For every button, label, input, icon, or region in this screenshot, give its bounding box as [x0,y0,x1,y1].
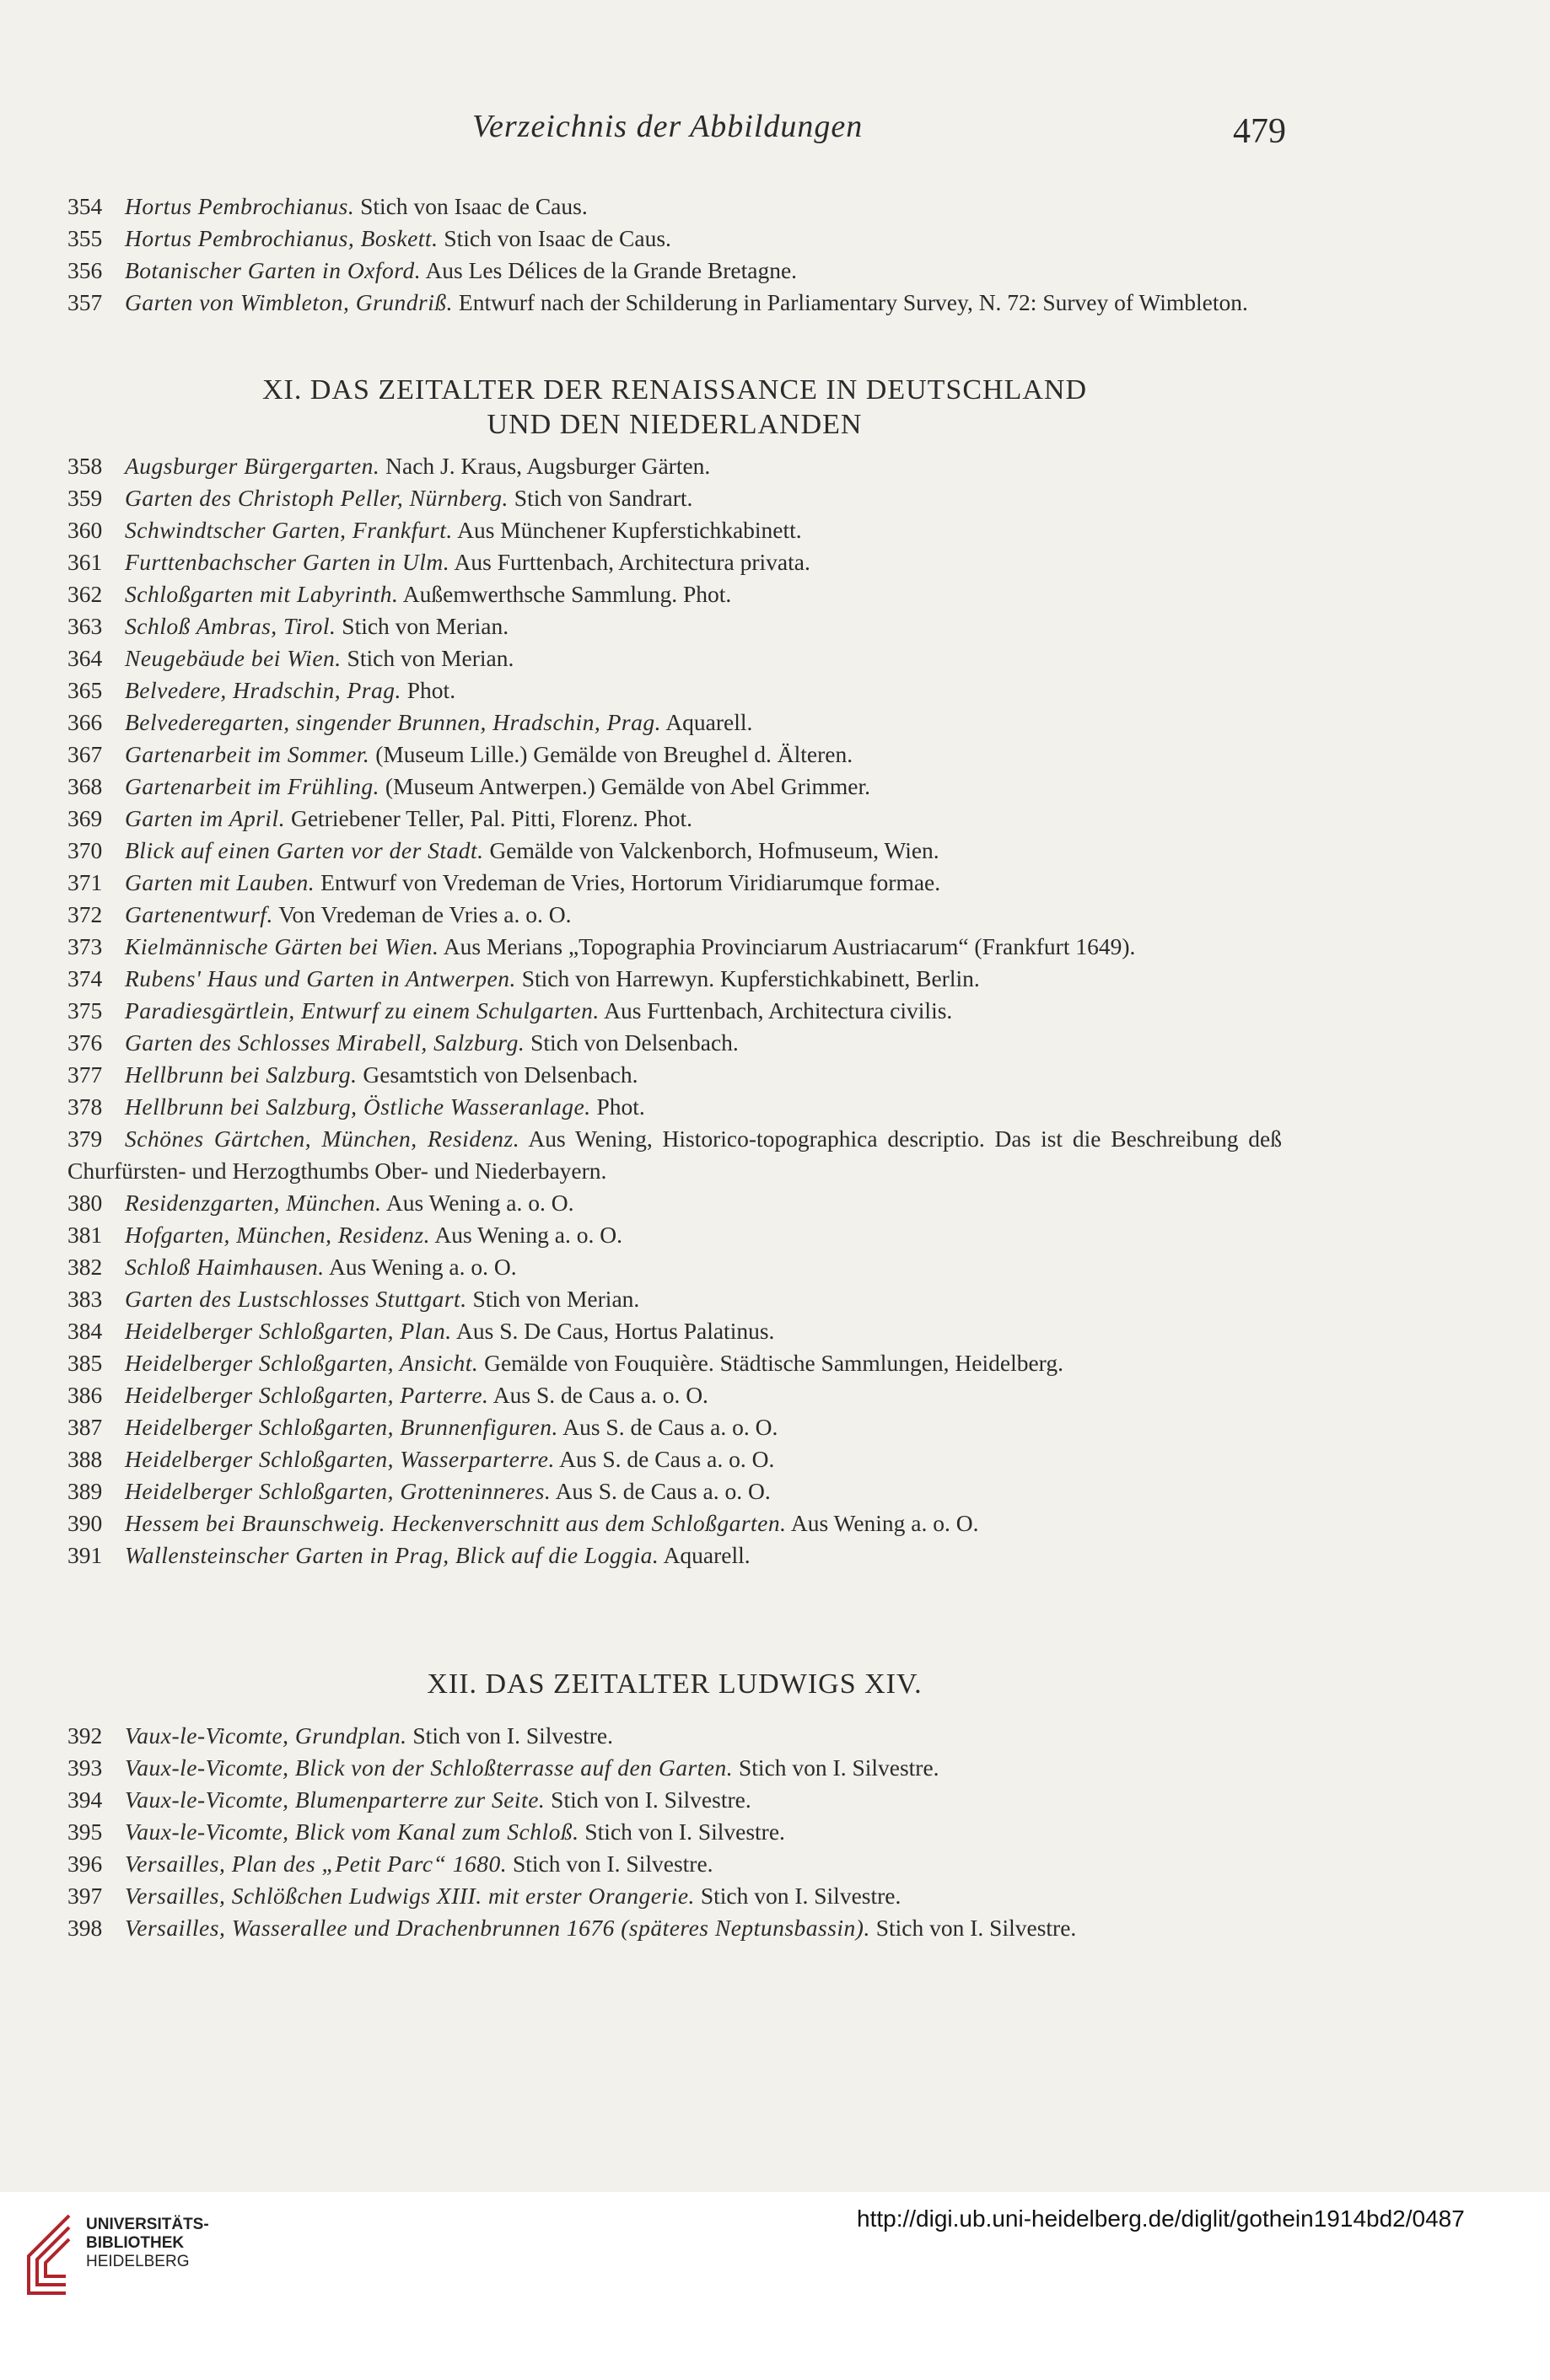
library-logo-icon [19,2209,76,2303]
entry-title: Neugebäude bei Wien. [125,645,342,671]
entry-source: Stich von Merian. [341,645,514,671]
list-item [67,1848,1282,1880]
entry-title: Schönes Gärtchen, München, Residenz. [125,1126,520,1152]
list-item [67,803,1282,835]
entry-title: Garten des Christoph Peller, Nürnberg. [125,485,509,511]
entry-title: Garten des Schlosses Mirabell, Salzburg. [125,1029,525,1056]
entry-number: 355 [67,225,103,251]
entry-number: 380 [67,1190,103,1216]
entry-title: Wallensteinscher Garten in Prag, Blick auf die Loggia. [125,1542,659,1568]
entry-source: Stich von I. Silvestre. [507,1851,713,1877]
list-item [67,1880,1282,1912]
list-item [67,1347,1282,1379]
list-item [67,1816,1282,1848]
entry-title: Hellbrunn bei Salzburg. [125,1061,358,1088]
entry-number: 384 [67,1318,103,1344]
entry-source: Stich von I. Silvestre. [406,1722,613,1749]
entry-title: Hessem bei Braunschweig. Heckenverschnitt aus dem Schloßgarten. [125,1510,787,1536]
entry-number: 383 [67,1286,103,1312]
entry-source: Aus Wening, Historico-topographica descriptio. Das ist die Beschreibung deß Churfürsten- und Herzogthumbs Ober- und Niederbayern. [67,1126,1282,1184]
entry-title: Paradiesgärtlein, Entwurf zu einem Schulgarten. [125,997,600,1023]
entry-source: Gemälde von Valckenborch, Hofmuseum, Wien. [483,837,939,863]
entry-source: Stich von Delsenbach. [525,1029,739,1056]
list-item [67,642,1282,674]
entry-number: 382 [67,1254,103,1280]
list-item [67,995,1282,1027]
list-item [67,191,1282,223]
entry-source: Aus S. De Caus, Hortus Palatinus. [451,1318,775,1344]
entry-number: 374 [67,965,103,991]
entry-source: Stich von I. Silvestre. [694,1883,901,1909]
list-item [67,1027,1282,1059]
entry-source: Aus S. de Caus a. o. O. [557,1414,778,1440]
entry-title: Garten im April. [125,805,286,831]
list-item [67,706,1282,739]
list-item [67,1059,1282,1091]
entry-source: Aus Furttenbach, Architectura civilis. [599,997,953,1023]
entry-number: 356 [67,257,103,283]
entry-source: Aus Wening a. o. O. [381,1190,574,1216]
entry-number: 367 [67,741,103,767]
entry-source: Entwurf nach der Schilderung in Parliamentary Survey, N. 72: Survey of Wimbleton. [453,289,1248,315]
section-heading-xi [67,373,1282,442]
entry-source: Außemwerthsche Sammlung. Phot. [398,581,732,607]
list-item [67,1283,1282,1315]
library-name [86,2216,209,2271]
entry-list-block1 [67,191,1282,319]
entry-number: 394 [67,1786,103,1813]
entry-source: Stich von Isaac de Caus. [438,225,671,251]
library-name-line: UNIVERSITÄTS- [86,2216,209,2233]
library-name-line: BIBLIOTHEK [86,2234,185,2252]
entry-title: Garten mit Lauben. [125,869,315,895]
list-item [67,610,1282,642]
entry-list-block2 [67,450,1282,1571]
entry-title: Vaux-le-Vicomte, Blick vom Kanal zum Schloß. [125,1819,579,1845]
entry-number: 379 [67,1126,103,1152]
entry-source: Stich von Isaac de Caus. [354,193,588,219]
entry-title: Heidelberger Schloßgarten, Brunnenfiguren. [125,1414,558,1440]
list-item [67,963,1282,995]
list-item [67,223,1282,255]
list-item [67,578,1282,610]
entry-number: 358 [67,453,103,479]
entry-source: Von Vredeman de Vries a. o. O. [272,901,572,927]
entry-source: Stich von I. Silvestre. [733,1754,939,1781]
entry-source: Entwurf von Vredeman de Vries, Hortorum Viridiarumque formae. [315,869,941,895]
entry-number: 354 [67,193,103,219]
entry-title: Schloßgarten mit Labyrinth. [125,581,399,607]
entry-title: Heidelberger Schloßgarten, Ansicht. [125,1350,479,1376]
list-item [67,835,1282,867]
entry-source: Stich von Harrewyn. Kupferstichkabinett, Berlin. [515,965,980,991]
entry-number: 375 [67,997,103,1023]
entry-title: Residenzgarten, München. [125,1190,382,1216]
entry-source: Aus Les Délices de la Grande Bretagne. [421,257,798,283]
list-item [67,482,1282,514]
entry-title: Furttenbachscher Garten in Ulm. [125,549,450,575]
entry-title: Versailles, Plan des „Petit Parc“ 1680. [125,1851,508,1877]
list-item [67,1315,1282,1347]
entry-number: 385 [67,1350,103,1376]
entry-number: 392 [67,1722,103,1749]
list-item [67,1379,1282,1411]
entry-source: Stich von Merian. [336,613,509,639]
entry-title: Hofgarten, München, Residenz. [125,1222,430,1248]
entry-title: Schloß Haimhausen. [125,1254,325,1280]
section-heading-line: XII. DAS ZEITALTER LUDWIGS XIV. [427,1668,923,1700]
entry-source: Stich von Sandrart. [508,485,693,511]
entry-title: Kielmännische Gärten bei Wien. [125,933,439,959]
entry-number: 369 [67,805,103,831]
entry-source: Stich von I. Silvestre. [545,1786,751,1813]
entry-source: Aquarell. [659,1542,751,1568]
entry-number: 359 [67,485,103,511]
library-name-line: HEIDELBERG [86,2253,190,2270]
entry-list-block3 [67,1720,1282,1944]
entry-source: Phot. [590,1093,645,1120]
entry-source: Stich von I. Silvestre. [869,1915,1077,1941]
entry-number: 390 [67,1510,103,1536]
list-item [67,1123,1282,1187]
list-item [67,546,1282,578]
entry-source: Aus S. de Caus a. o. O. [488,1382,708,1408]
entry-source: Aus S. de Caus a. o. O. [554,1446,775,1472]
entry-source: Aus Furttenbach, Architectura privata. [449,549,810,575]
entry-source: Aus Wening a. o. O. [324,1254,517,1280]
list-item [67,771,1282,803]
list-item [67,674,1282,706]
entry-title: Schloß Ambras, Tirol. [125,613,336,639]
entry-number: 366 [67,709,103,735]
list-item [67,1539,1282,1571]
entry-title: Schwindtscher Garten, Frankfurt. [125,517,453,543]
list-item [67,1912,1282,1944]
entry-source: Aus Münchener Kupferstichkabinett. [452,517,802,543]
entry-title: Blick auf einen Garten vor der Stadt. [125,837,484,863]
entry-number: 357 [67,289,103,315]
list-item [67,739,1282,771]
list-item [67,255,1282,287]
entry-number: 389 [67,1478,103,1504]
entry-number: 376 [67,1029,103,1056]
entry-number: 381 [67,1222,103,1248]
entry-title: Heidelberger Schloßgarten, Wasserparterre. [125,1446,555,1472]
entry-title: Vaux-le-Vicomte, Blumenparterre zur Seite. [125,1786,546,1813]
list-item [67,1720,1282,1752]
list-item [67,1784,1282,1816]
entry-source: Aquarell. [660,709,753,735]
entry-source: Getriebener Teller, Pal. Pitti, Florenz. Phot. [285,805,693,831]
entry-number: 361 [67,549,103,575]
entry-number: 388 [67,1446,103,1472]
section-heading-line: UND DEN NIEDERLANDEN [487,409,863,440]
entry-title: Versailles, Wasserallee und Drachenbrunnen 1676 (späteres Neptunsbassin). [125,1915,870,1941]
entry-source: Nach J. Kraus, Augsburger Gärten. [379,453,711,479]
entry-number: 391 [67,1542,103,1568]
entry-source: (Museum Lille.) Gemälde von Breughel d. Älteren. [369,741,853,767]
entry-number: 364 [67,645,103,671]
entry-title: Vaux-le-Vicomte, Grundplan. [125,1722,407,1749]
entry-source: (Museum Antwerpen.) Gemälde von Abel Grimmer. [379,773,870,799]
entry-number: 365 [67,677,103,703]
entry-title: Garten des Lustschlosses Stuttgart. [125,1286,467,1312]
list-item [67,1187,1282,1219]
entry-title: Hortus Pembrochianus, Boskett. [125,225,439,251]
entry-source: Aus S. de Caus a. o. O. [551,1478,771,1504]
entry-number: 386 [67,1382,103,1408]
list-item [67,1411,1282,1443]
list-item [67,899,1282,931]
entry-title: Gartenentwurf. [125,901,273,927]
list-item [67,514,1282,546]
entry-title: Vaux-le-Vicomte, Blick von der Schloßterrasse auf den Garten. [125,1754,734,1781]
running-title: Verzeichnis der Abbildungen [472,109,864,144]
entry-title: Garten von Wimbleton, Grundriß. [125,289,454,315]
entry-number: 393 [67,1754,103,1781]
entry-number: 398 [67,1915,103,1941]
entry-source: Phot. [401,677,456,703]
list-item [67,450,1282,482]
list-item [67,1443,1282,1475]
entry-number: 378 [67,1093,103,1120]
entry-title: Rubens' Haus und Garten in Antwerpen. [125,965,516,991]
entry-number: 360 [67,517,103,543]
entry-number: 397 [67,1883,103,1909]
list-item [67,1251,1282,1283]
entry-title: Hellbrunn bei Salzburg, Östliche Wasseranlage. [125,1093,591,1120]
entry-source: Stich von Merian. [466,1286,640,1312]
section-heading-xii [67,1667,1282,1701]
list-item [67,1091,1282,1123]
entry-source: Aus Wening a. o. O. [430,1222,622,1248]
entry-number: 377 [67,1061,103,1088]
page-number: 479 [1233,112,1286,151]
list-item [67,1752,1282,1784]
entry-number: 387 [67,1414,103,1440]
entry-title: Botanischer Garten in Oxford. [125,257,422,283]
permalink-link[interactable]: http://digi.ub.uni-heidelberg.de/diglit/gothein1914bd2/0487 [857,2205,1465,2232]
entry-source: Aus Merians „Topographia Provinciarum Austriacarum“ (Frankfurt 1649). [439,933,1136,959]
entry-title: Augsburger Bürgergarten. [125,453,380,479]
list-item [67,1507,1282,1539]
entry-title: Versailles, Schlößchen Ludwigs XIII. mit erster Orangerie. [125,1883,695,1909]
entry-number: 363 [67,613,103,639]
entry-number: 396 [67,1851,103,1877]
entry-number: 395 [67,1819,103,1845]
list-item [67,1475,1282,1507]
entry-title: Gartenarbeit im Frühling. [125,773,380,799]
entry-number: 372 [67,901,103,927]
list-item [67,931,1282,963]
entry-title: Belvedere, Hradschin, Prag. [125,677,401,703]
entry-number: 373 [67,933,103,959]
entry-number: 371 [67,869,103,895]
entry-title: Hortus Pembrochianus. [125,193,355,219]
entry-source: Gemälde von Fouquière. Städtische Sammlungen, Heidelberg. [478,1350,1063,1376]
section-heading-line: XI. DAS ZEITALTER DER RENAISSANCE IN DEUTSCHLAND [261,374,1088,406]
entry-title: Belvederegarten, singender Brunnen, Hradschin, Prag. [125,709,661,735]
entry-title: Heidelberger Schloßgarten, Plan. [125,1318,452,1344]
entry-number: 370 [67,837,103,863]
list-item [67,287,1282,319]
list-item [67,1219,1282,1251]
entry-source: Aus Wening a. o. O. [786,1510,979,1536]
entry-number: 368 [67,773,103,799]
entry-title: Gartenarbeit im Sommer. [125,741,370,767]
entry-source: Stich von I. Silvestre. [579,1819,785,1845]
entry-title: Heidelberger Schloßgarten, Parterre. [125,1382,489,1408]
entry-title: Heidelberger Schloßgarten, Grotteninneres. [125,1478,552,1504]
list-item [67,867,1282,899]
entry-source: Gesamtstich von Delsenbach. [357,1061,638,1088]
entry-number: 362 [67,581,103,607]
